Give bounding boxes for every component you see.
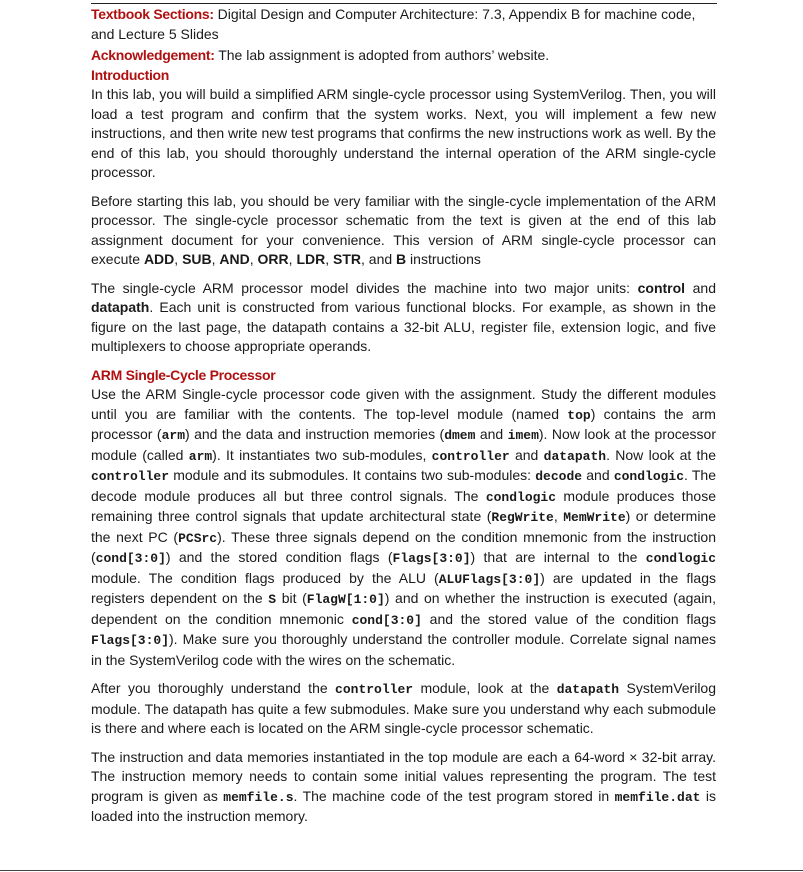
code-token: condlogic xyxy=(485,489,557,505)
code-token: cond[3:0] xyxy=(351,612,422,628)
code-token: datapath xyxy=(543,448,607,464)
instr-sub: SUB xyxy=(182,251,212,267)
code-token: arm xyxy=(188,448,213,464)
document-body xyxy=(91,5,716,827)
text-run: module, look at the xyxy=(413,680,557,696)
text-run: ). Make sure you thoroughly understand the controller module. Correlate signal names in the SystemVerilog code with the wires on the schematic. xyxy=(91,631,716,668)
text-run: . The decode module produces all but three control signals. The xyxy=(91,467,716,504)
text-run: instructions xyxy=(406,251,481,267)
code-token: condlogic xyxy=(613,469,685,484)
intro-paragraph-3 xyxy=(91,279,716,357)
text-run: After you thoroughly understand the xyxy=(91,680,336,696)
text-run: ). Now look at the processor module (called xyxy=(91,426,716,463)
code-token: memfile.s xyxy=(223,789,294,805)
code-token: Flags[3:0] xyxy=(91,633,170,648)
code-token: decode xyxy=(535,469,583,484)
text-run: is loaded into the instruction memory. xyxy=(91,787,717,824)
code-token: Flags[3:0] xyxy=(392,551,471,566)
text-run: , xyxy=(325,251,333,267)
arm-section-heading: ARM Single-Cycle Processor xyxy=(91,366,276,383)
code-token: dmem xyxy=(444,428,476,443)
text-run: and xyxy=(475,426,508,442)
text-run: . The machine code of the test program stored in xyxy=(293,787,615,804)
text-run: module. The condition flags produced by the ALU ( xyxy=(91,569,439,586)
code-token: RegWrite xyxy=(491,510,554,525)
code-token: FlagW[1:0] xyxy=(306,592,385,607)
text-run: , xyxy=(174,251,183,267)
code-token: cond[3:0] xyxy=(95,551,166,566)
text-run: bit ( xyxy=(276,590,307,606)
code-token: arm xyxy=(161,428,185,443)
text-run: and xyxy=(685,279,716,296)
text-run: ). These three signals depend on the condition mnemonic from the instruction ( xyxy=(91,528,716,565)
instr-add: ADD xyxy=(143,251,175,267)
text-run: Use the ARM Single-cycle processor code given with the assignment. Study the different modules until you are familiar with the contents. The top-level module (named xyxy=(91,386,716,422)
code-token: controller xyxy=(335,682,414,697)
text-run: ) that are internal to the xyxy=(470,549,646,565)
intro-paragraph-1: In this lab, you will build a simplified ARM single-cycle processor using SystemVerilog. Then, you will load a test program and confirm that the system works. Next, you will implement a few new instructions, and then write new test programs that confirms the new instructions work as well. By the end of this lab, you should thoroughly understand the internal operation of the ARM single-cycle processor. xyxy=(91,86,716,180)
text-run: The instruction and data memories instantiated in the top module are each a 64-word × 32-bit array. The instruction memory needs to contain some initial values representing the program. The test program is given as xyxy=(91,748,716,804)
arm-paragraph-3 xyxy=(91,748,716,827)
instr-orr: ORR xyxy=(257,251,289,267)
introduction-heading: Introduction xyxy=(91,66,170,83)
text-run: The single-cycle ARM processor model divides the machine into two major units: xyxy=(91,279,638,296)
instr-ldr: LDR xyxy=(296,251,326,267)
text-run: ) are updated in the flags registers dependent on the xyxy=(91,569,716,606)
text-run: Before starting this lab, you should be very familiar with the single-cycle implementation of the ARM processor. The single-cycle processor schematic from the text is given at the end of this lab assignment document for your convenience. This version of ARM single-cycle processor can execute xyxy=(91,192,716,267)
code-token: MemWrite xyxy=(563,510,626,525)
textbook-sections-label: Textbook Sections: xyxy=(91,6,214,22)
text-run: module and its submodules. It contains two sub-modules: xyxy=(169,467,536,483)
text-run: , xyxy=(553,508,564,524)
arm-paragraph-2 xyxy=(91,679,716,739)
intro-paragraph-2 xyxy=(91,192,716,270)
acknowledgement-text: The lab assignment is adopted from authors’ website. xyxy=(214,47,550,63)
top-rule xyxy=(91,3,717,4)
text-run: SystemVerilog module. The datapath has quite a few submodules. Make sure you understand why each submodule is there and where each is located on the ARM single-cycle processor schematic. xyxy=(91,680,717,736)
instr-b: B xyxy=(396,251,407,267)
acknowledgement xyxy=(91,46,716,66)
textbook-sections xyxy=(91,5,716,44)
code-token: condlogic xyxy=(645,551,717,566)
code-token: memfile.dat xyxy=(614,789,701,805)
code-token: top xyxy=(567,407,591,423)
code-token: PCSrc xyxy=(178,530,218,546)
code-token: datapath xyxy=(556,682,620,697)
text-run: ) and the data and instruction memories ( xyxy=(185,426,445,442)
text-run: , xyxy=(211,251,220,267)
instr-and: AND xyxy=(219,251,250,267)
text-run: ). It instantiates two sub-modules, xyxy=(212,446,432,463)
text-run: and the stored value of the condition flags xyxy=(421,610,717,627)
text-run: and xyxy=(509,446,544,463)
bottom-rule xyxy=(0,870,803,871)
arm-paragraph-1 xyxy=(91,385,716,670)
term-control: control xyxy=(637,279,686,296)
text-run: ) or determine the next PC ( xyxy=(91,508,716,545)
textbook-sections-text: Digital Design and Computer Architecture: 7.3, Appendix B for machine code, and Lecture 5 Slides xyxy=(91,6,696,42)
code-token: S xyxy=(268,592,277,607)
term-datapath: datapath xyxy=(91,299,150,315)
text-run: and xyxy=(582,467,614,483)
instr-str: STR xyxy=(333,251,361,267)
code-token: controller xyxy=(91,469,170,484)
text-run: , and xyxy=(361,251,397,267)
text-run: ) and on whether the instruction is executed (again, dependent on the condition mnemonic xyxy=(91,590,716,627)
code-token: imem xyxy=(507,428,539,443)
text-run: . Each unit is constructed from various functional blocks. For example, as shown in the figure on the last page, the datapath contains a 32-bit ALU, register file, extension logic, and five multiplexers to choose appropriate operands. xyxy=(91,299,716,354)
text-run: , xyxy=(288,251,297,267)
text-run: ) contains the arm processor ( xyxy=(91,405,716,442)
text-run: module produces those remaining three control signals that update architectural state ( xyxy=(91,487,716,524)
text-run: , xyxy=(249,251,258,267)
code-token: ALUFlags[3:0] xyxy=(438,571,541,587)
acknowledgement-label: Acknowledgement: xyxy=(91,47,215,63)
code-token: controller xyxy=(431,448,510,464)
text-run: ) and the stored condition flags ( xyxy=(165,549,393,565)
text-run: . Now look at the xyxy=(606,446,717,463)
